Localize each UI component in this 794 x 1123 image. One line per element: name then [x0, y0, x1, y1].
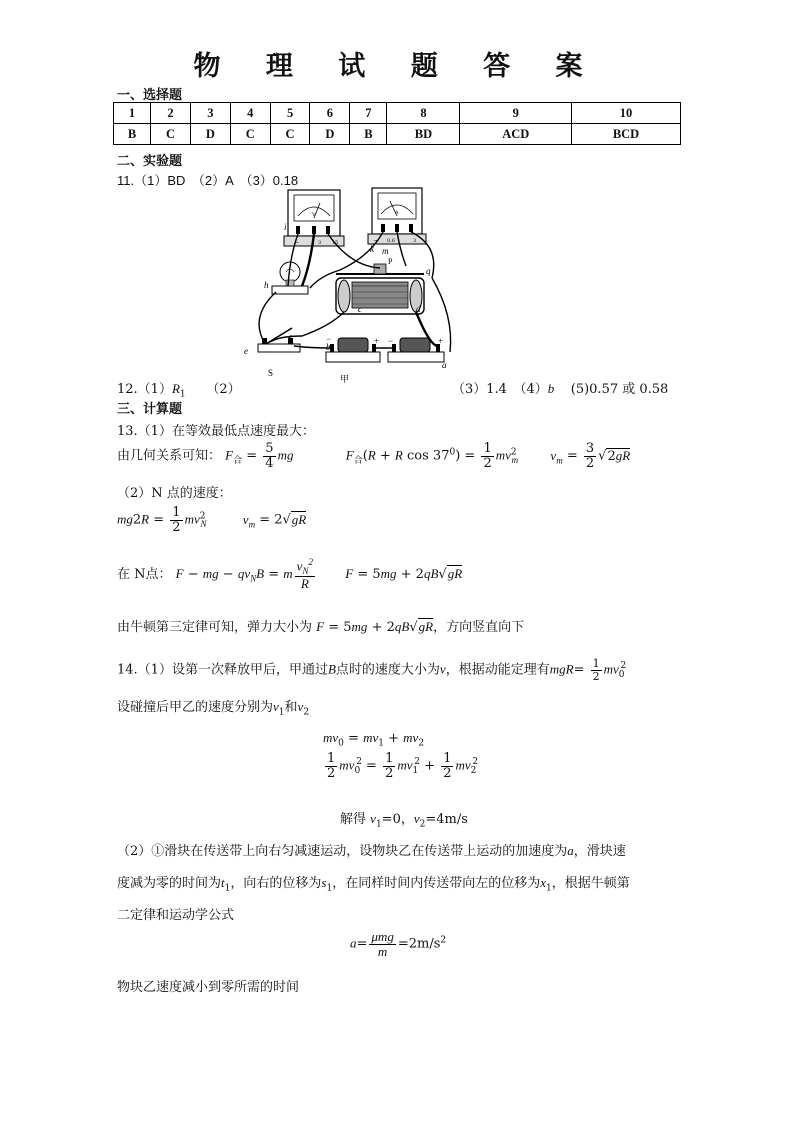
label-c: c — [358, 304, 362, 314]
rheostat — [336, 264, 424, 314]
table-cell: BCD — [572, 124, 681, 145]
label-i: i — [284, 222, 287, 232]
answer-table-answer-row — [114, 124, 681, 145]
q14-p2-line2-d: ，根据牛顿第 — [551, 876, 630, 891]
label-b: b — [326, 342, 331, 352]
table-cell: B — [114, 124, 151, 145]
q14-line1-c: 点时的速度大小为 — [335, 662, 440, 678]
table-cell: 7 — [350, 103, 387, 124]
table-cell: 10 — [572, 103, 681, 124]
label-k: k — [370, 244, 374, 254]
table-cell: 5 — [270, 103, 310, 124]
solve-label: 解得 — [340, 812, 367, 827]
q14-p2-line2-b: ，向右的位移为 — [230, 876, 322, 891]
q12-answer-right — [452, 378, 668, 397]
solve-val2: =4m/s — [425, 812, 468, 827]
q14-line2: 设碰撞后甲乙的速度分别为$v_1$和$v_2$ — [117, 699, 310, 718]
circuit-diagram — [240, 186, 470, 386]
table-cell: C — [230, 124, 270, 145]
answer-table-number-row — [114, 103, 681, 124]
point-b: B — [327, 661, 336, 677]
q13-line5-prefix: 在 N点： — [117, 567, 172, 582]
switch — [258, 328, 300, 352]
plus-sign: + — [374, 336, 380, 346]
q14-p2-line2: 度减为零的时间为$t_1$，向右的位移为$s_1$，在同样时间内传送带向左的位移为$x_1$，根据牛顿第 — [117, 875, 630, 894]
table-cell: D — [190, 124, 230, 145]
q14-line2-a: 设碰撞后甲乙的速度分别为 — [117, 700, 274, 715]
table-cell: D — [310, 124, 350, 145]
q13-line5: 在 N点： F − mg − $qv_NB = m$ $\frac{v_N^2}{R}$ F = 5mg + 2qB√gR — [117, 557, 463, 592]
q13-line6-suffix: ，方向竖直向下 — [433, 620, 525, 635]
label-jia: 甲 — [340, 374, 350, 384]
page-title: 物 理 试 题 答 案 — [193, 51, 601, 82]
label-e: e — [244, 346, 248, 356]
q12-part1: 12.（1） — [117, 382, 172, 397]
energy-equation: $\frac{1}{2}$ $mv_0^2$ = $\frac{1}{2}$ $mv_1^2$ + $\frac{1}{2}$ $mv_2^2$ — [327, 751, 479, 781]
label-m: m — [382, 246, 389, 256]
label-h: h — [264, 280, 269, 290]
ammeter-3-label: 3 — [413, 238, 417, 244]
q11-answer: 11.（1）BD （2）A （3）0.18 — [117, 173, 299, 188]
q14-line1-e: ，根据动能定理有 — [445, 662, 550, 678]
table-cell: 6 — [310, 103, 350, 124]
ammeter-minus-label: − — [373, 237, 379, 244]
q14-line1: 14.（1）设第一次释放甲后，甲通过B点时的速度大小为v，根据动能定理有mgR= $\frac{1}{2}$ $mv_0^2$ — [117, 657, 627, 683]
label-d: d — [416, 304, 421, 314]
b-symbol: b — [547, 381, 555, 396]
table-cell: 3 — [190, 103, 230, 124]
accel-unit: =2m/s — [397, 936, 441, 952]
q12-answer-left — [117, 378, 241, 400]
q14-p2-line1: （2）①滑块在传送带上向右匀减速运动，设物块乙在传送带上运动的加速度为a，滑块速 — [117, 843, 626, 859]
q14-p2-line1-b: ，滑块速 — [573, 844, 626, 859]
table-cell: C — [270, 124, 310, 145]
minus-sign: − — [326, 334, 332, 344]
q13-line2-prefix: 由几何关系可知： — [117, 448, 222, 464]
voltmeter-minus-label: − — [294, 239, 300, 246]
q12-part2: （2） — [206, 382, 241, 397]
table-cell: B — [350, 124, 387, 145]
label-switch-s: S — [268, 368, 274, 378]
label-q: q — [426, 266, 431, 276]
q14-last-line: 物块乙速度减小到零所需的时间 — [117, 980, 300, 995]
minus-sign: − — [388, 336, 394, 346]
q12-part5: (5)0.57 或 0.58 — [570, 382, 669, 397]
table-cell: 8 — [387, 103, 460, 124]
section-experiment-heading: 二、实验题 — [117, 154, 183, 169]
solve-val1: =0， — [381, 812, 414, 827]
v-symbol: v — [439, 661, 446, 677]
q12-part3: （3）1.4 （4） — [452, 382, 548, 397]
q13-line3: （2）N 点的速度： — [117, 486, 232, 501]
plus-sign: + — [438, 336, 444, 346]
label-p: P — [388, 257, 393, 266]
r1-subscript: 1 — [179, 389, 186, 400]
q14-p2-line2-a: 度减为零的时间为 — [117, 876, 222, 891]
q14-p2-line2-c: ，在同样时间内传送带向左的位移为 — [332, 876, 541, 891]
section-choice-heading: 一、选择题 — [117, 88, 183, 103]
acceleration-equation: a= $\frac{\text{μmg}}{m}$ $=2m/s^2$ — [350, 929, 447, 959]
answer-table — [113, 102, 681, 145]
battery-right — [388, 338, 444, 362]
table-cell: ACD — [460, 124, 572, 145]
q14-line1-a: 14.（1）设第一次释放甲后，甲通过 — [117, 662, 328, 678]
table-cell: 4 — [230, 103, 270, 124]
ammeter-06-label: 0.6 — [387, 238, 395, 244]
label-f: f — [288, 334, 291, 344]
table-cell: 9 — [460, 103, 572, 124]
q14-p2-line3: 二定律和运动学公式 — [117, 908, 235, 923]
q14-p2-line1-a: （2）①滑块在传送带上向右匀减速运动，设物块乙在传送带上运动的加速度为 — [117, 844, 568, 859]
q13-line2: 由几何关系可知： $F_合$ = $\frac{5}{4}$ mg $F_合(R + R$ $\cos 37^0$) = $\frac{1}{2}$ $mv^2_m$ $v_m$ = $\frac{3}{2}$ √2gR — [117, 441, 631, 471]
section-calc-heading: 三、计算题 — [117, 402, 183, 417]
ammeter-letter: A — [395, 210, 399, 216]
voltmeter-3-label: 3 — [318, 240, 322, 246]
q13-line1: 13.（1）在等效最低点速度最大： — [117, 424, 315, 439]
label-a: a — [442, 360, 447, 370]
table-cell: 1 — [114, 103, 151, 124]
q13-line4: mg2R = $\frac{1}{2}$ $mv^2_N$ $v_m = 2√gR$ — [117, 505, 307, 535]
q13-line6: 由牛顿第三定律可知，弹力大小为 F = 5mg + 2qB√gR，方向竖直向下 — [117, 619, 525, 635]
voltmeter-letter: V — [312, 212, 316, 218]
battery-left — [326, 338, 380, 362]
q14-solution: 解得 $v_1=0$，$v_2=4m/s$ — [340, 811, 468, 830]
table-cell: 2 — [151, 103, 191, 124]
r1-symbol: R — [171, 381, 180, 396]
voltmeter-15-label: 15 — [332, 240, 339, 246]
q14-line2-b: 和 — [284, 700, 298, 715]
table-cell: BD — [387, 124, 460, 145]
q13-line6-text: 由牛顿第三定律可知，弹力大小为 — [117, 620, 313, 635]
table-cell: C — [151, 124, 191, 145]
momentum-equation: $mv_0 = mv_1 + mv_2$ — [323, 730, 425, 749]
